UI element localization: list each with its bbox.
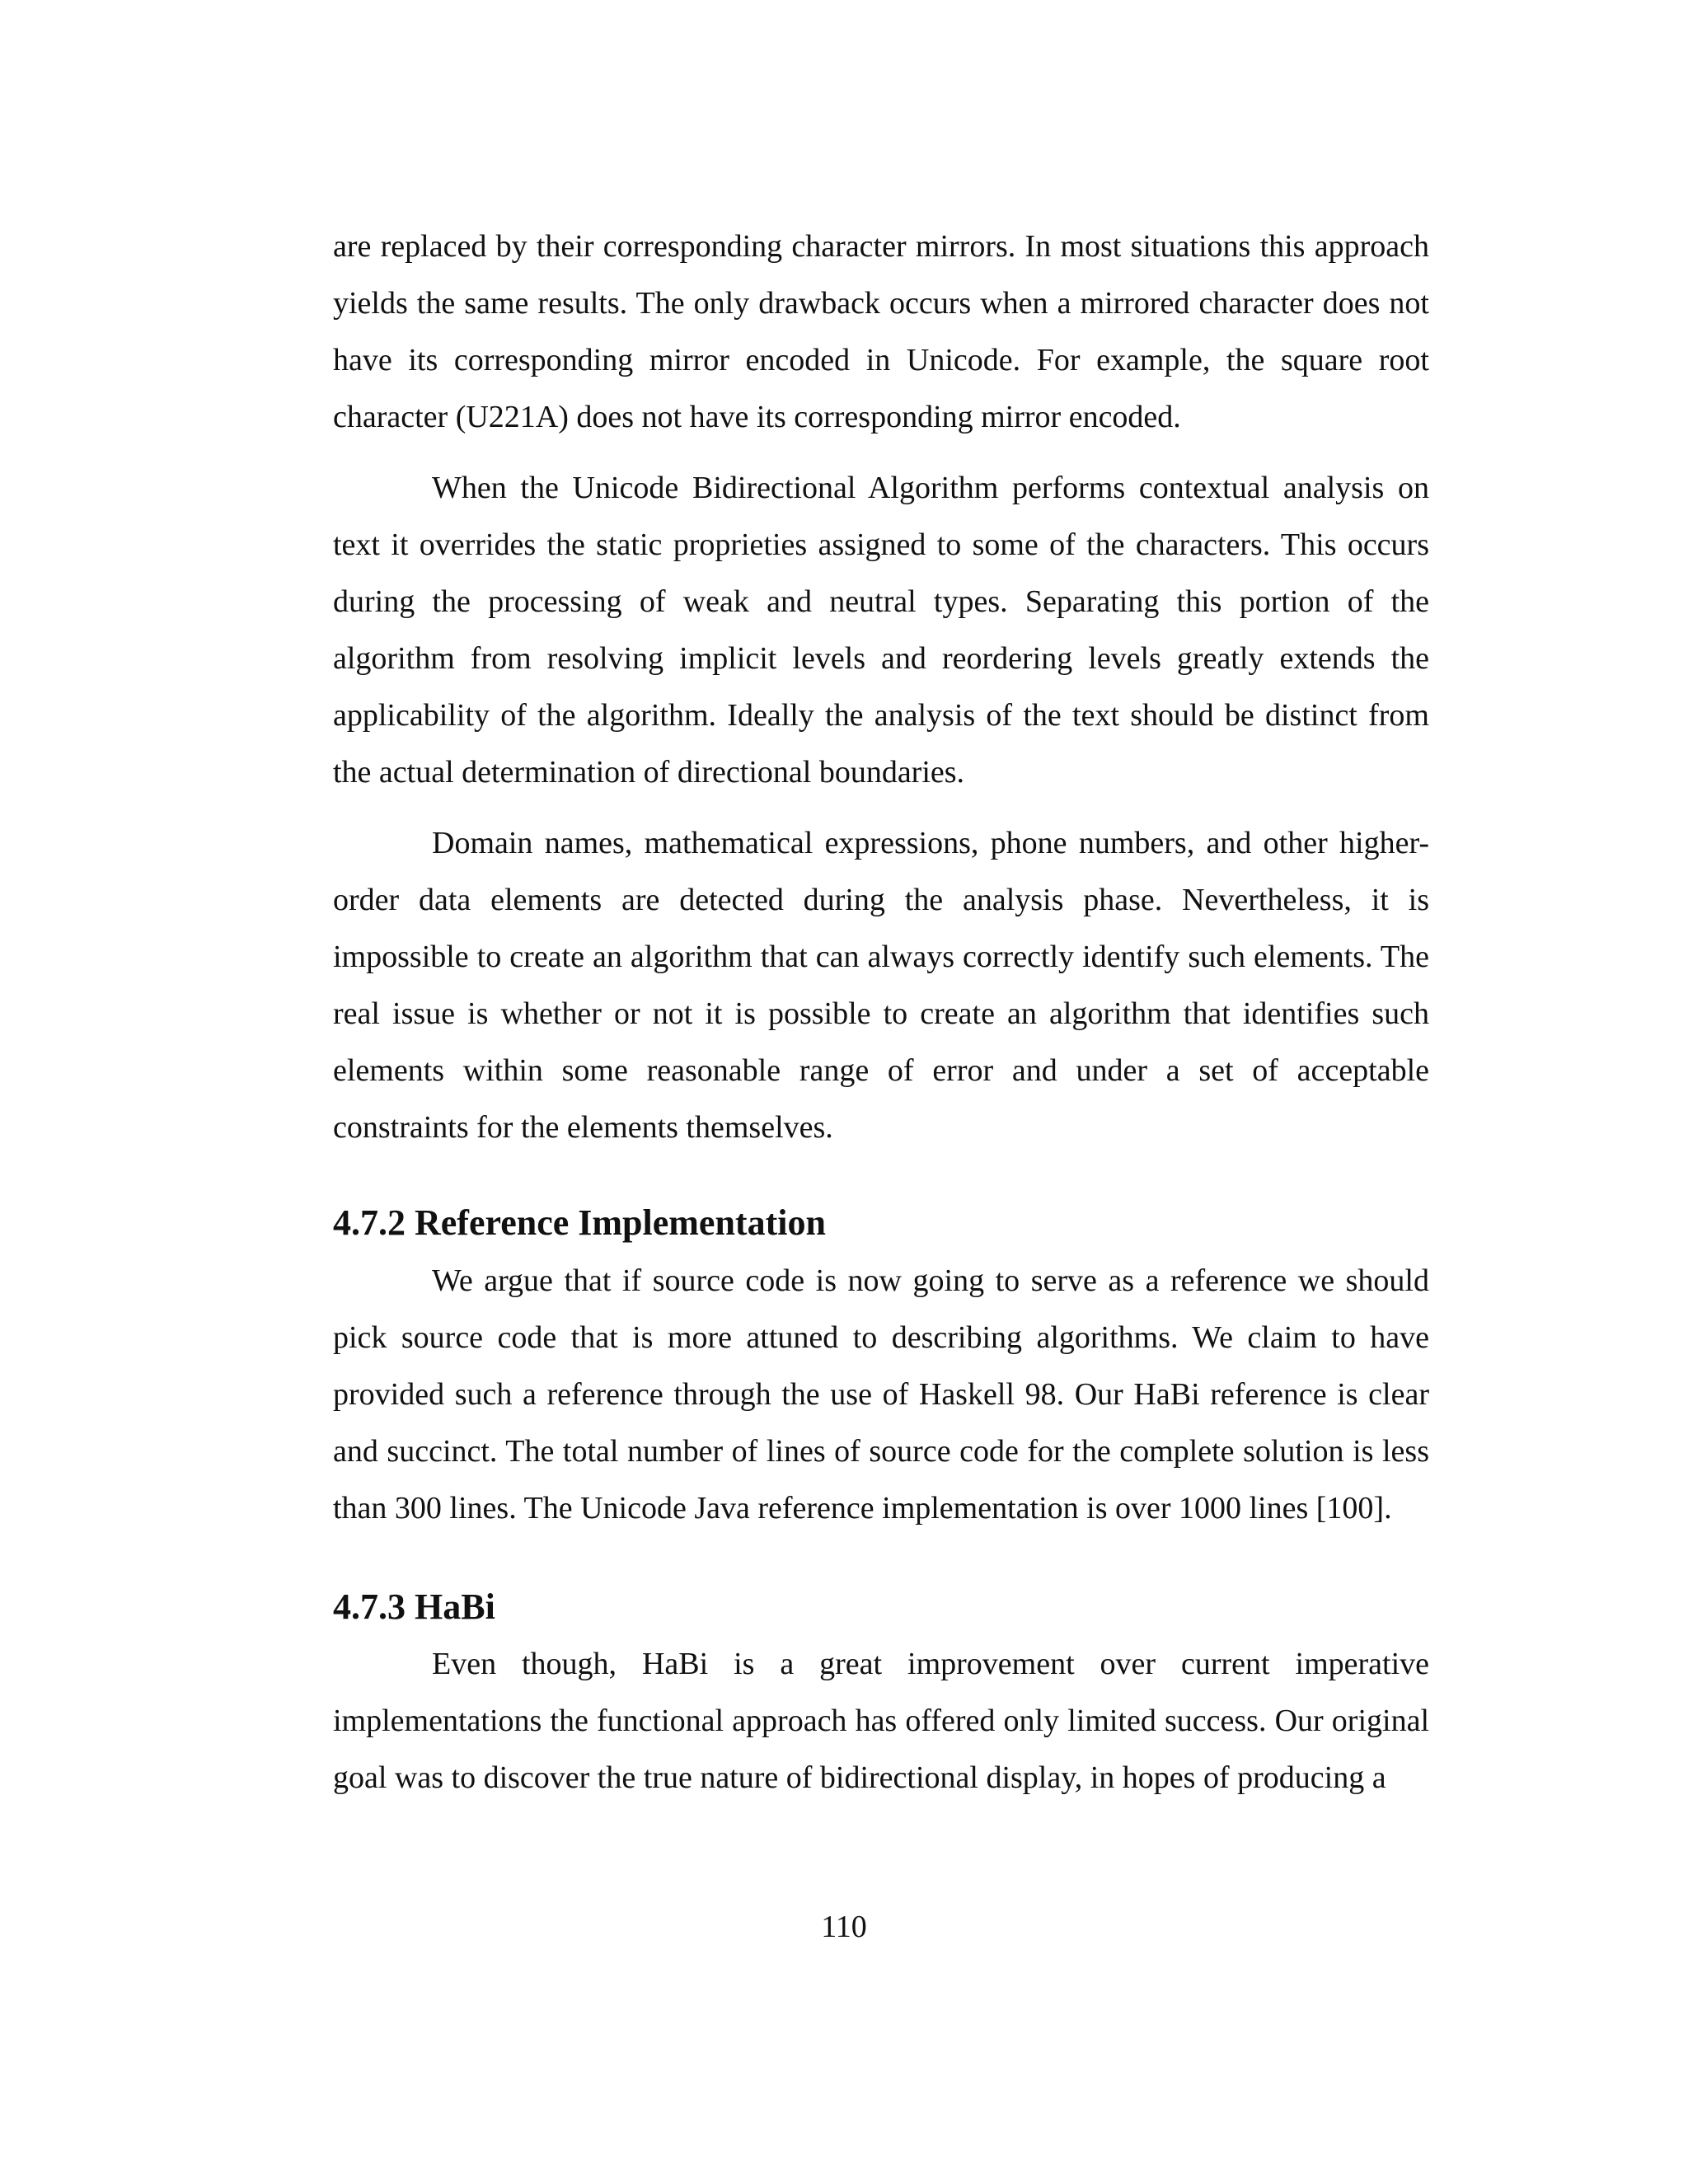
paragraph-mirroring: are replaced by their corresponding character mirrors. In most situations this approach yields the same results. The only drawback occurs when a mirrored character does not have its corresponding mirror encoded in Unicode. For example, the square root character (U221A) does not have its corresponding mirror encoded. — [333, 229, 1429, 434]
section-heading-habi: 4.7.3 HaBi — [333, 1586, 495, 1627]
page-number: 110 — [821, 1910, 867, 1944]
paragraph-higher-order-elements: Domain names, mathematical expressions, phone numbers, and other higher-order data elements are detected during the analysis phase. Nevertheless, it is impossible to create an algorithm that can always correctly identify such elements. The real issue is whether or not it is possible to create an algorithm that identifies such elements within some reasonable range of error and under a set of acceptable constraints for the elements themselves. — [333, 826, 1429, 1145]
section-heading-reference-implementation: 4.7.2 Reference Implementation — [333, 1202, 826, 1243]
paragraph-habi: Even though, HaBi is a great improvement over current imperative implementations the functional approach has offered only limited success. Our original goal was to discover the true nature of bidirectional display, in hopes of producing a — [333, 1647, 1429, 1795]
paragraph-reference-implementation: We argue that if source code is now going to serve as a reference we should pick source code that is more attuned to describing algorithms. We claim to have provided such a reference through the use of Haskell 98. Our HaBi reference is clear and succinct. The total number of lines of source code for the complete solution is less than 300 lines. The Unicode Java reference implementation is over 1000 lines [100]. — [333, 1263, 1429, 1526]
paragraph-contextual-analysis: When the Unicode Bidirectional Algorithm performs contextual analysis on text it overrides the static proprieties assigned to some of the characters. This occurs during the processing of weak and neutral types. Separating this portion of the algorithm from resolving implicit levels and reordering levels greatly extends the applicability of the algorithm. Ideally the analysis of the text should be distinct from the actual determination of directional boundaries. — [333, 471, 1429, 790]
